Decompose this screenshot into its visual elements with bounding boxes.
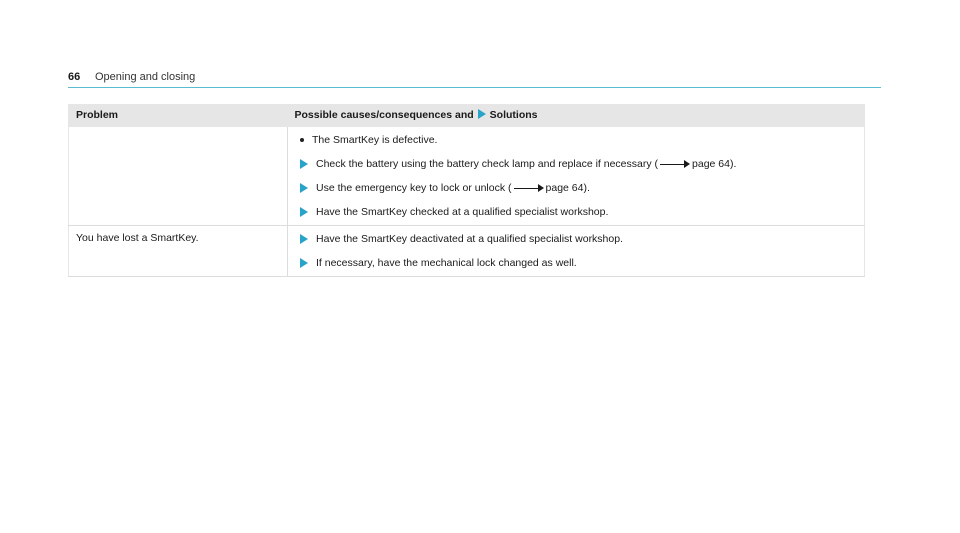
- section-title: Opening and closing: [95, 71, 196, 83]
- triangle-arrow-icon: [300, 159, 308, 169]
- solution-text: Have the SmartKey checked at a qualified specialist workshop.: [316, 206, 609, 218]
- triangle-arrow-icon: [300, 234, 308, 244]
- page-number: 66: [68, 71, 81, 83]
- solution-text: Check the battery using the battery check lamp and replace if necessary (: [316, 158, 659, 170]
- triangle-arrow-icon: [300, 207, 308, 217]
- page-reference-link[interactable]: page 64).: [692, 158, 737, 170]
- solution-item: [295, 205, 857, 219]
- solution-item: [295, 232, 857, 246]
- column-header-causes: [288, 104, 865, 127]
- causes-cell: [288, 127, 865, 226]
- column-header-causes-text: Possible causes/consequences and: [294, 109, 474, 121]
- page-reference-link[interactable]: page 64).: [545, 182, 590, 194]
- column-header-solutions-text: Solutions: [489, 109, 538, 121]
- cause-text: The SmartKey is defective.: [312, 134, 438, 146]
- solution-item: [295, 157, 857, 171]
- solution-text: Use the emergency key to lock or unlock (: [316, 182, 512, 194]
- table-header-row: [69, 104, 865, 127]
- table-row: [69, 127, 865, 226]
- column-header-problem: Problem: [69, 104, 288, 127]
- triangle-arrow-icon: [300, 258, 308, 268]
- problem-cell: You have lost a SmartKey.: [69, 226, 288, 277]
- long-right-arrow-icon: [514, 184, 544, 192]
- solution-text: Have the SmartKey deactivated at a qualified specialist workshop.: [316, 233, 623, 245]
- triangle-arrow-icon: [300, 183, 308, 193]
- long-right-arrow-icon: [660, 160, 690, 168]
- problem-cell: [69, 127, 288, 226]
- causes-cell: [288, 226, 865, 277]
- troubleshooting-table: [68, 104, 865, 277]
- solution-item: [295, 181, 857, 195]
- page-header: [68, 71, 881, 88]
- cause-item: [295, 133, 857, 147]
- solution-arrow-icon: [478, 109, 486, 119]
- table-row: [69, 226, 865, 277]
- solution-item: [295, 256, 857, 270]
- solution-text: If necessary, have the mechanical lock changed as well.: [316, 257, 577, 269]
- bullet-dot-icon: [300, 138, 304, 142]
